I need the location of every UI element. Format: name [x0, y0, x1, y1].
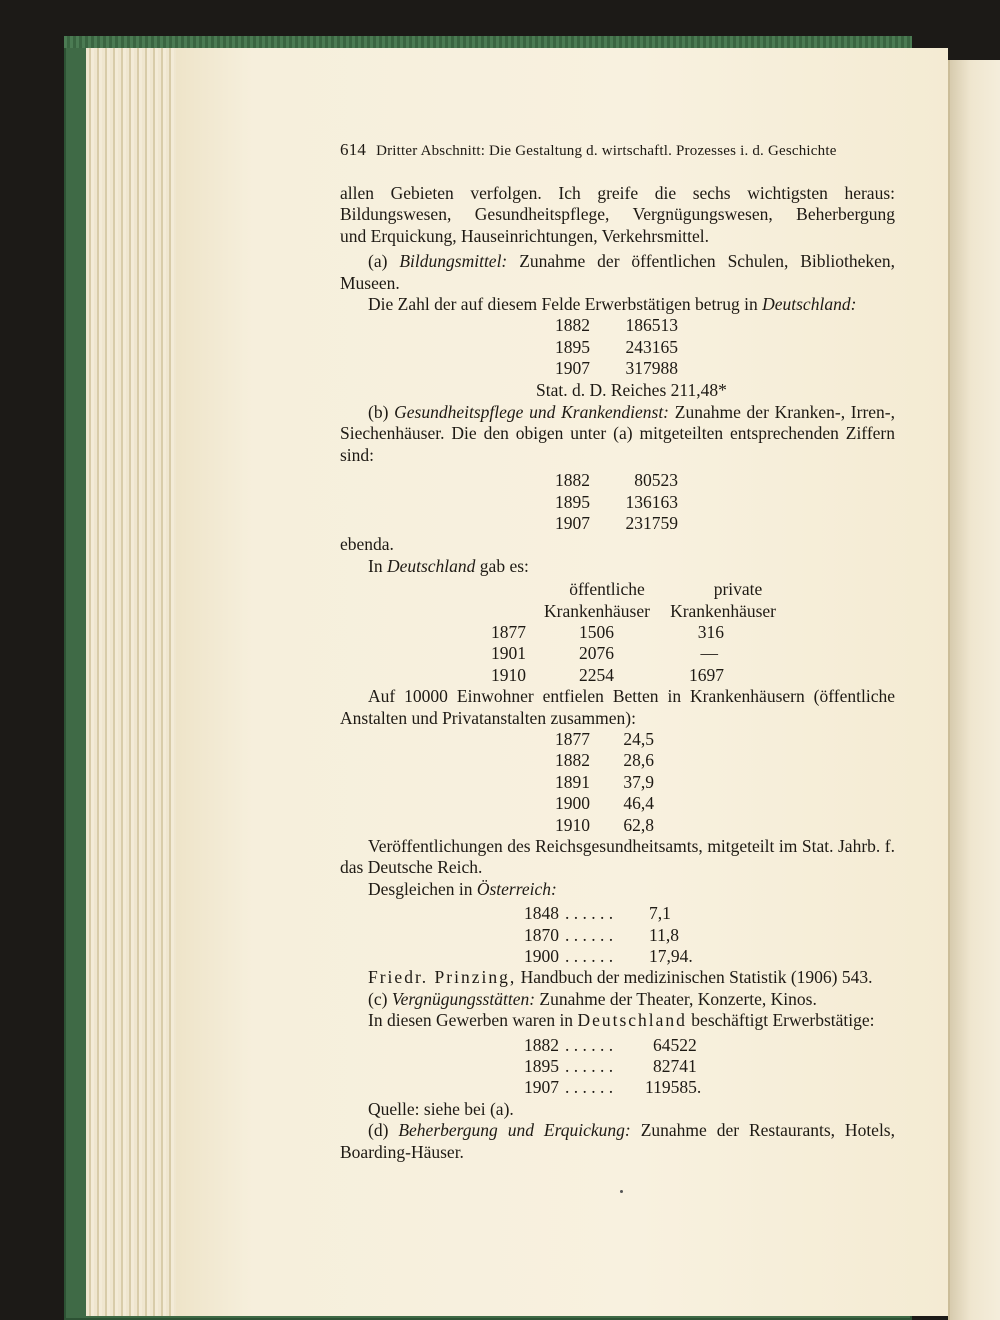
beds-table [340, 729, 895, 836]
hospitals-table [340, 579, 895, 686]
section-a-heading: Bildungsmittel: [399, 251, 508, 272]
intro-line-3: und Erquickung, Hauseinrichtungen, Verkehrsmittel. [340, 225, 710, 246]
hospitals-intro: In Deutschland gab es: [368, 555, 529, 576]
table-row: 1910 62,8 [555, 814, 654, 835]
table-row: 1895 136163 [555, 491, 678, 512]
table-row: 1907 . . . . . . 119585. [524, 1077, 702, 1098]
table-row: 1895 243165 [555, 336, 678, 357]
table-row: 1901 2076 — [491, 643, 718, 664]
table-row: 1882 186513 [555, 315, 678, 336]
section-a-table [340, 315, 895, 379]
section-c-table [340, 1035, 895, 1099]
table-row: 1907 317988 [555, 358, 678, 379]
section-c-source: Quelle: siehe bei (a). [368, 1098, 514, 1119]
page-number: 614 [340, 140, 367, 159]
table-row: 1882 28,6 [555, 750, 654, 771]
table-row: 1900 . . . . . . 17,94. [524, 945, 693, 966]
section-c-paragraph: (c) Vergnügungsstätten: Zunahme der Theater, Konzerte, Kinos. [368, 988, 817, 1009]
book-spine-edge [64, 36, 912, 48]
table-header-row: öffentliche private [569, 579, 763, 600]
section-a-count-text: Die Zahl der auf diesem Felde Erwerbstätigen betrug in Deutschland: [368, 294, 857, 315]
table-header-row: Krankenhäuser Krankenhäuser [544, 600, 776, 621]
table-row: 1882 . . . . . . 64522 [524, 1034, 697, 1055]
beds-text: Auf 10000 Einwohner entfielen Betten in Krankenhäusern (öffentliche Anstalten und Privatanstalten zusammen): [340, 686, 895, 728]
section-b-heading: Gesundheitspflege und Krankendienst: [394, 402, 670, 422]
section-a-paragraph: (a) Bildungsmittel: Zunahme der öffentlichen Schulen, Bibliotheken, Museen. [340, 251, 896, 293]
table-row: 1877 1506 316 [491, 621, 724, 642]
austria-source: Friedr. Prinzing, Handbuch der medizinischen Statistik (1906) 543. [368, 967, 873, 988]
facing-page-edge [948, 60, 1000, 1320]
section-b-source: ebenda. [340, 534, 394, 555]
table-row: 1877 24,5 [555, 728, 654, 749]
page-content [340, 183, 895, 1163]
table-row: 1895 . . . . . . 82741 [524, 1055, 697, 1076]
section-d-paragraph: (d) Beherbergung und Erquickung: Zunahme der Restaurants, Hotels, Boarding-Häuser. [340, 1120, 895, 1162]
section-b-table [340, 470, 895, 534]
print-speck [620, 1190, 623, 1193]
austria-table [340, 903, 895, 967]
table-row: 1848 . . . . . . 7,1 [524, 903, 671, 924]
table-row: 1907 231759 [555, 513, 678, 533]
table-row: 1870 . . . . . . 11,8 [524, 924, 679, 945]
table-row: 1891 37,9 [555, 771, 654, 792]
intro-line-2: Bildungswesen, Gesundheitspflege, Vergnügungswesen, Beherbergung [340, 204, 895, 225]
table-row: 1900 46,4 [555, 793, 654, 814]
table-row: 1910 2254 1697 [491, 664, 724, 685]
section-c-employ-text: In diesen Gewerben waren in Deutschland beschäftigt Erwerbstätige: [368, 1010, 875, 1031]
section-c-heading: Vergnügungsstätten: [391, 988, 536, 1009]
page-edges [86, 48, 177, 1316]
running-header [340, 140, 895, 160]
intro-line-1: allen Gebieten verfolgen. Ich greife die sechs wichtigsten heraus: [340, 183, 895, 203]
austria-intro: Desgleichen in Österreich: [368, 878, 557, 899]
beds-source: Veröffentlichungen des Reichsgesundheitsamts, mitgeteilt im Stat. Jahrb. f. das Deutsche Reich. [340, 835, 895, 878]
table-row: 1882 80523 [555, 470, 678, 491]
section-a-source: Stat. d. D. Reiches 211,48* [536, 379, 727, 400]
section-b-paragraph: (b) Gesundheitspflege und Krankendienst: Zunahme der Kranken-, Irren-, Siechenhäuser. Die den obigen unter (a) mitgeteilten entsprechenden Ziffern sind: [340, 402, 896, 465]
section-d-heading: Beherbergung und Erquickung: [398, 1120, 631, 1141]
running-title: Dritter Abschnitt: Die Gestaltung d. wirtschaftl. Prozesses i. d. Geschichte [376, 143, 837, 159]
